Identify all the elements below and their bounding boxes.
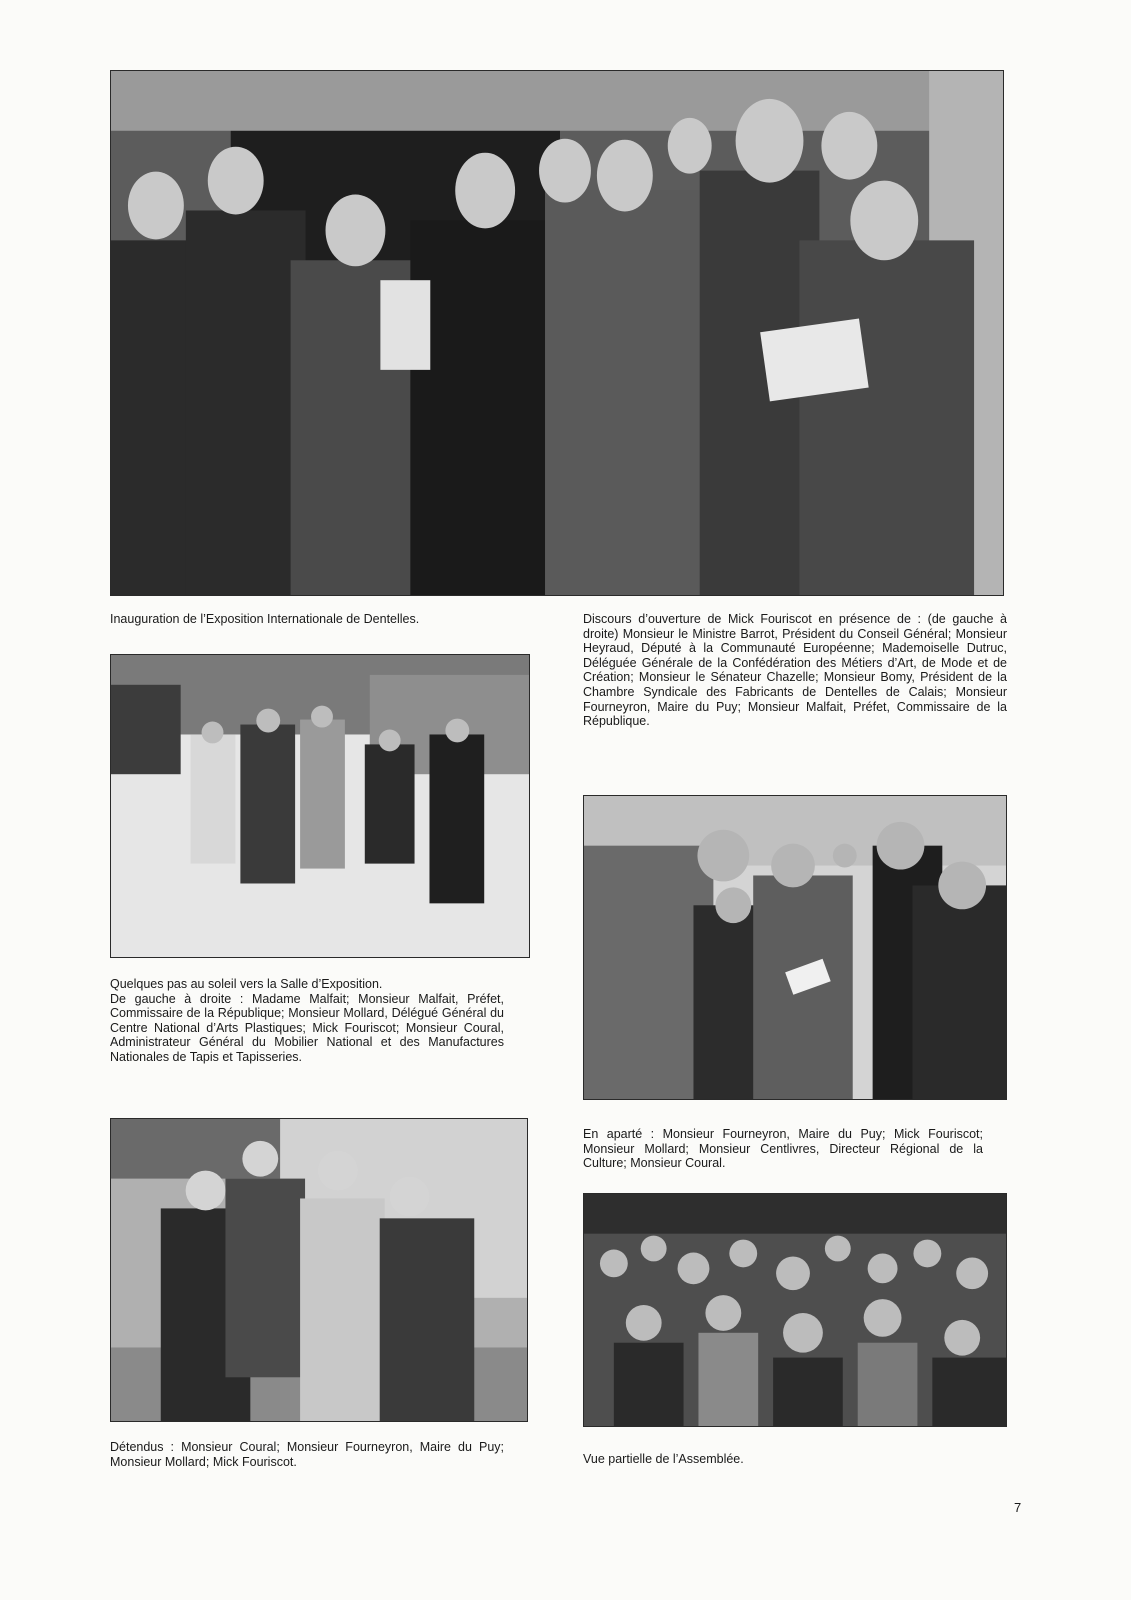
caption-discours: Discours d’ouverture de Mick Fouriscot en présence de : (de gauche à droite) Monsieur le Ministre Barrot, Président du Conseil Général; Monsieur Heyraud, Député à la Communauté Européenne; Mademoiselle Dutruc, Déléguée Générale de la Confédération des Métiers d’Art, de Mode et de Création; Monsieur le Sénateur Chazelle; Monsieur Bomy, Président de la Chambre Syndicale des Fabricants de Dentelles de Calais; Monsieur Fourneyron, Maire du Puy; Monsieur Malfait, Préfet, Commissaire de la République.: [583, 612, 1007, 729]
caption-inauguration: Inauguration de l’Exposition Internationale de Dentelles.: [110, 612, 420, 626]
assembly-photo-art: [584, 1194, 1006, 1426]
relaxed-photo: [110, 1118, 528, 1422]
walk-photo: [110, 654, 530, 958]
caption-quelques-pas-line1: Quelques pas au soleil vers la Salle d’Exposition.: [110, 977, 383, 991]
caption-assemblee: Vue partielle de l’Assemblée.: [583, 1452, 744, 1466]
page-number: 7: [1014, 1500, 1022, 1515]
caption-quelques-pas: [110, 977, 504, 1065]
inauguration-photo-art: [111, 71, 1003, 595]
aside-photo: [583, 795, 1007, 1100]
walk-photo-art: [111, 655, 529, 957]
aside-photo-art: [584, 796, 1006, 1099]
caption-quelques-pas-line2: De gauche à droite : Madame Malfait; Monsieur Malfait, Préfet, Commissaire de la République; Monsieur Mollard, Délégué Général du Centre National d’Arts Plastiques; Mick Fouriscot; Monsieur Coural, Administrateur Général du Mobilier National et des Manufactures Nationales de Tapis et Tapisseries.: [110, 991, 504, 1064]
caption-detendus: Détendus : Monsieur Coural; Monsieur Fourneyron, Maire du Puy; Monsieur Mollard; Mick Fouriscot.: [110, 1440, 504, 1469]
relaxed-photo-art: [111, 1119, 527, 1421]
inauguration-photo: [110, 70, 1004, 596]
assembly-photo: [583, 1193, 1007, 1427]
caption-aparte: En aparté : Monsieur Fourneyron, Maire du Puy; Mick Fouriscot; Monsieur Mollard; Monsieur Centlivres, Directeur Régional de la Culture; Monsieur Coural.: [583, 1127, 983, 1171]
